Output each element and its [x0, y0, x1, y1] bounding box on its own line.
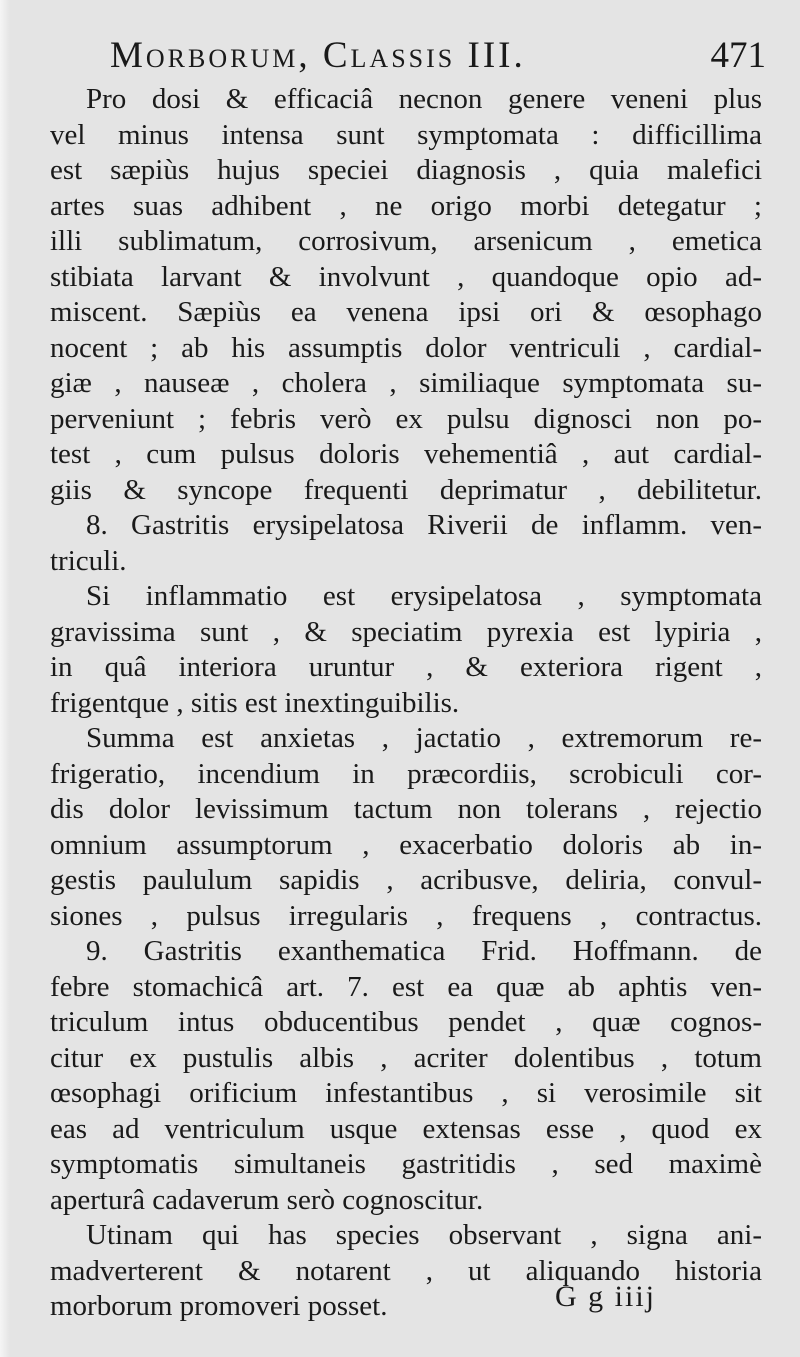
page-number: 471: [710, 35, 766, 76]
text-line: 9. Gastritis exanthematica Frid. Hoffmann. de: [86, 935, 762, 967]
text-line: stibiata larvant & involvunt , quandoque opio ad-: [50, 260, 762, 293]
text-line: test , cum pulsus doloris vehementiâ , aut cardial-: [50, 438, 762, 470]
running-head: Morborum, Classis III.: [110, 35, 526, 76]
text-line: symptomatis simultaneis gastritidis , sed maximè: [50, 1148, 762, 1180]
text-line: est sæpiùs hujus speciei diagnosis , quia malefici: [50, 154, 762, 186]
text-line: in quâ interiora uruntur , & exteriora rigent ,: [50, 651, 762, 683]
body-text: [50, 82, 762, 1325]
page-header: [110, 34, 780, 80]
text-line: febre stomachicâ art. 7. est ea quæ ab aphtis ven-: [50, 970, 762, 1003]
text-line: Pro dosi & efficaciâ necnon genere veneni plus: [86, 83, 762, 115]
text-line: aperturâ cadaverum serò cognoscitur.: [50, 1183, 484, 1216]
text-line: vel minus intensa sunt symptomata : difficillima: [50, 118, 762, 151]
signature-mark: G g iiij: [555, 1280, 657, 1313]
text-line: Utinam qui has species observant , signa ani-: [86, 1219, 762, 1251]
text-line: artes suas adhibent , ne origo morbi detegatur ;: [50, 189, 762, 222]
text-line: perveniunt ; febris verò ex pulsu dignosci non po-: [50, 402, 762, 435]
text-line: omnium assumptorum , exacerbatio doloris ab in-: [50, 828, 762, 861]
text-line: giis & syncope frequenti deprimatur , debilitetur.: [50, 473, 762, 506]
text-line: frigeratio, incendium in præcordiis, scrobiculi cor-: [50, 757, 762, 790]
text-line: triculi.: [50, 544, 127, 577]
text-line: gravissima sunt , & speciatim pyrexia est lypiria ,: [50, 615, 762, 648]
text-line: gestis paululum sapidis , acribusve, deliria, convul-: [50, 864, 762, 896]
text-line: giæ , nauseæ , cholera , similiaque symptomata su-: [50, 367, 762, 399]
text-line: frigentque , sitis est inextinguibilis.: [50, 686, 460, 719]
text-line: Summa est anxietas , jactatio , extremorum re-: [86, 722, 762, 754]
text-line: triculum intus obducentibus pendet , quæ cognos-: [50, 1006, 762, 1038]
text-line: madverterent & notarent , ut aliquando historia: [50, 1254, 762, 1287]
text-line: miscent. Sæpiùs ea venena ipsi ori & œsophago: [50, 296, 762, 328]
text-line: œsophagi orificium infestantibus , si verosimile sit: [50, 1077, 762, 1109]
text-line: illi sublimatum, corrosivum, arsenicum , emetica: [50, 225, 762, 257]
text-line: morborum promoveri posset.: [50, 1290, 388, 1322]
text-line: 8. Gastritis erysipelatosa Riverii de inflamm. ven-: [86, 509, 762, 541]
text-line: nocent ; ab his assumptis dolor ventriculi , cardial-: [50, 331, 762, 364]
text-line: siones , pulsus irregularis , frequens , contractus.: [50, 899, 762, 932]
text-line: Si inflammatio est erysipelatosa , symptomata: [86, 580, 762, 612]
text-line: dis dolor levissimum tactum non tolerans , rejectio: [50, 793, 762, 825]
text-line: citur ex pustulis albis , acriter dolentibus , totum: [50, 1041, 762, 1074]
text-line: eas ad ventriculum usque extensas esse , quod ex: [50, 1112, 762, 1145]
